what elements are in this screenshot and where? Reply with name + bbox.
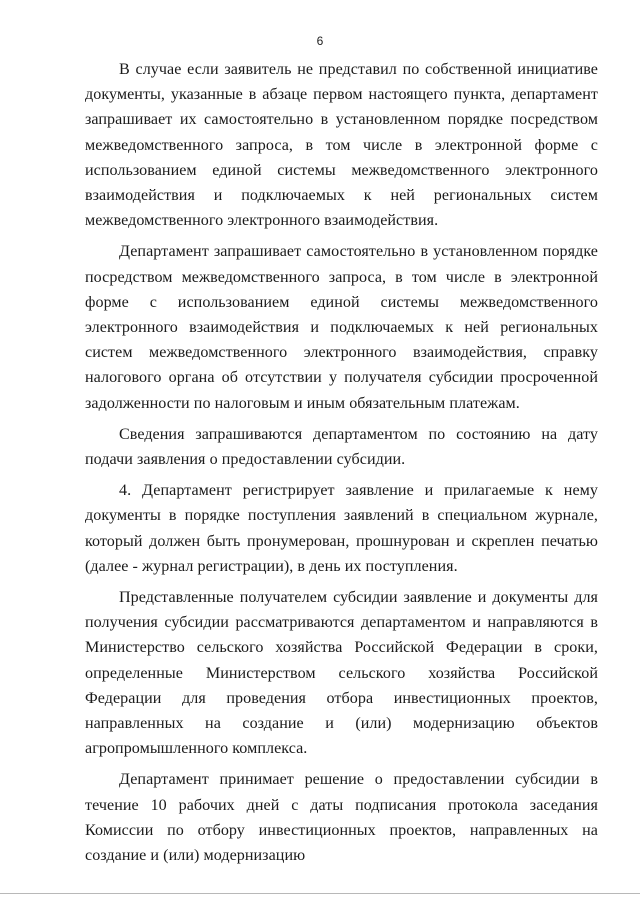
- document-body: [85, 57, 598, 874]
- paragraph-decision: Департамент принимает решение о предоставлении субсидии в течение 10 рабочих дней с даты подписания протокола заседания Комиссии по отбору инвестиционных проектов, направленных на создание и (или) модернизацию: [85, 771, 598, 865]
- paragraph-tax-certificate: Департамент запрашивает самостоятельно в установленном порядке посредством межведомственного запроса, в том числе в электронной форме с использованием единой системы межведомственного электронного взаимодействия и подключаемых к ней региональных систем межведомственного электронного взаимодействия, справку налогового органа об отсутствии у получателя субсидии просроченной задолженности по налоговым и иным обязательным платежам.: [85, 243, 598, 412]
- paragraph-request-date: Сведения запрашиваются департаментом по состоянию на дату подачи заявления о предоставлении субсидии.: [85, 425, 598, 469]
- paragraph-registration: 4. Департамент регистрирует заявление и прилагаемые к нему документы в порядке поступления заявлений в специальном журнале, который должен быть пронумерован, прошнурован и скреплен печатью (далее - журнал регистрации), в день их поступления.: [85, 482, 598, 575]
- page-bottom-edge: [0, 893, 640, 894]
- paragraph-review-documents: Представленные получателем субсидии заявление и документы для получения субсидии рассматриваются департаментом и направляются в Министерство сельского хозяйства Российской Федерации в сроки, определенные Министерством сельского хозяйства Российской Федерации для проведения отбора инвестиционных проектов, направленных на создание и (или) модернизацию объектов агропромышленного комплекса.: [85, 589, 598, 758]
- page-number: 6: [316, 34, 324, 48]
- paragraph-request-documents: В случае если заявитель не представил по собственной инициативе документы, указанные в абзаце первом настоящего пункта, департамент запрашивает их самостоятельно в установленном порядке посредством межведомственного запроса, в том числе в электронной форме с использованием единой системы межведомственного электронного взаимодействия и подключаемых к ней региональных систем межведомственного электронного взаимодействия.: [85, 61, 598, 230]
